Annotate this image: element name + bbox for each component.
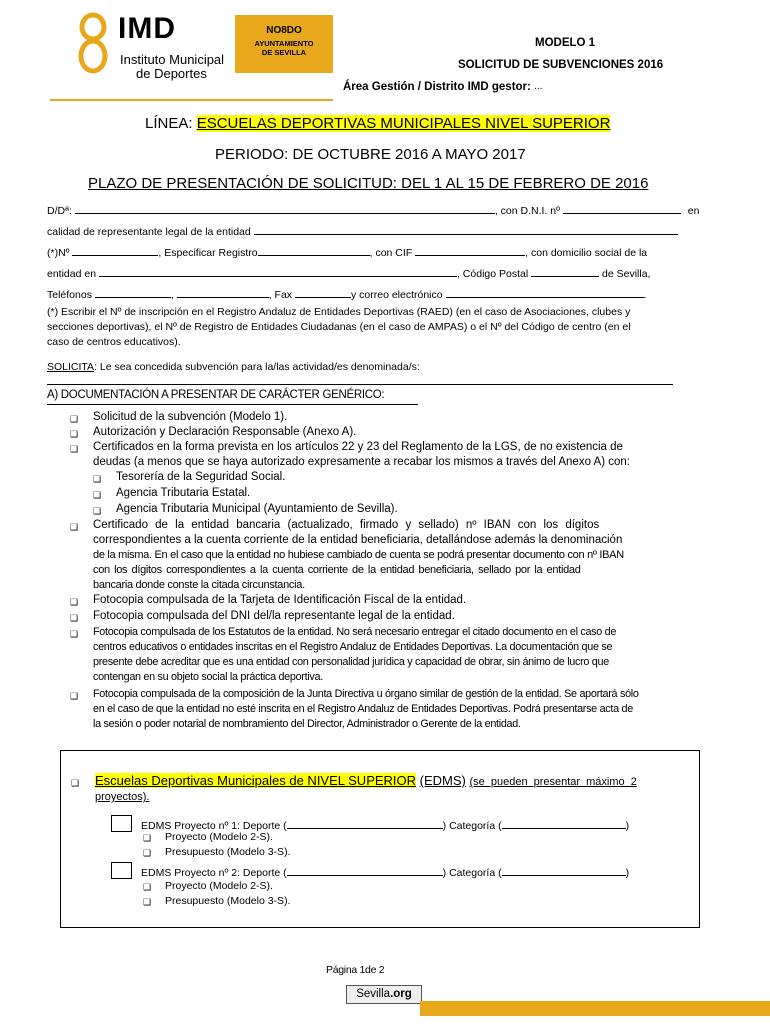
project-1-categoria-label: ) Categoría (	[442, 820, 502, 832]
telefono-1-field[interactable]	[95, 286, 171, 298]
checkbox-icon[interactable]: ❑	[93, 506, 102, 516]
edms-title-highlight: Escuelas Deportivas Municipales de NIVEL SUPERIOR	[95, 773, 417, 788]
plazo-title: PLAZO DE PRESENTACIÓN DE SOLICITUD: DEL 1 AL 15 DE FEBRERO DE 2016	[88, 175, 649, 192]
imd-subtitle-1: Instituto Municipal	[120, 52, 225, 67]
en-label: en	[687, 205, 700, 217]
cif-field[interactable]	[415, 244, 525, 256]
project-2-close: )	[625, 867, 630, 879]
edms-box	[60, 750, 700, 928]
imd-eight-icon	[78, 12, 108, 74]
checkbox-icon[interactable]: ❑	[70, 691, 79, 701]
entidad-en-label: entidad en	[47, 268, 97, 280]
area-value[interactable]: ...	[534, 81, 543, 92]
doc-item-7-line-1: Fotocopia compulsada de los Estatutos de la entidad. No será necesario entregar el citado documento en el caso de	[93, 626, 617, 638]
calidad-label: calidad de representante legal de la entidad	[47, 226, 251, 238]
fax-label: , Fax	[268, 289, 293, 301]
checkbox-icon[interactable]: ❑	[70, 597, 79, 607]
imd-logo-text: IMD	[118, 12, 176, 45]
imd-subtitle-2: de Deportes	[136, 66, 207, 81]
checkbox-icon[interactable]: ❑	[143, 897, 152, 907]
doc-item-8-line-3: la sesión o poder notarial de nombramiento del Director, Administrador o Gerente de la entidad.	[93, 718, 521, 730]
domicilio-label: , con domicilio social de la	[525, 247, 648, 259]
doc-item-4-line-4: con los dígitos correspondientes a la cuenta corriente de la entidad beneficiaria, sellado por la entidad	[93, 564, 581, 576]
dd-label: D/Dª:	[47, 205, 72, 217]
imd-logo	[70, 10, 240, 85]
doc-item-4-line-5: bancaria donde conste la citada circunstancia.	[93, 579, 305, 591]
doc-item-7-line-4: contengan en su objeto social la práctica deportiva.	[93, 671, 323, 683]
doc-item-4-line-2: correspondientes a la cuenta corriente de la entidad beneficiaria, detallándose además la denominación	[93, 534, 623, 546]
checkbox-icon[interactable]: ❑	[70, 444, 79, 454]
checkbox-icon[interactable]: ❑	[70, 522, 79, 532]
calidad-field[interactable]	[254, 223, 678, 235]
doc-item-6: Fotocopia compulsada del DNI del/la representante legal de la entidad.	[93, 610, 455, 622]
page-number: Página 1de 2	[326, 964, 385, 976]
doc-item-2: Autorización y Declaración Responsable (Anexo A).	[93, 426, 357, 438]
header-rule	[50, 99, 333, 101]
sevilla-label: de Sevilla,	[602, 268, 651, 280]
dot: .	[643, 289, 647, 301]
checkbox-icon[interactable]: ❑	[143, 882, 152, 892]
doc-item-8-line-1: Fotocopia compulsada de la composición de la Junta Directiva u órgano similar de gestión de la entidad. Se aportará sólo	[93, 688, 639, 700]
area-label: Área Gestión / Distrito IMD gestor:	[343, 81, 531, 93]
edms-title-note-2: proyectos).	[95, 791, 150, 803]
project-2-presupuesto: Presupuesto (Modelo 3-S).	[165, 895, 291, 907]
doc-item-5: Fotocopia compulsada de la Tarjeta de Identificación Fiscal de la entidad.	[93, 594, 467, 606]
modelo-label: MODELO 1	[535, 37, 596, 49]
doc-subitem-2: Agencia Tributaria Estatal.	[116, 487, 251, 499]
project-1-proyecto: Proyecto (Modelo 2-S).	[165, 831, 273, 843]
cp-field[interactable]	[531, 265, 599, 277]
project-2-proyecto: Proyecto (Modelo 2-S).	[165, 880, 273, 892]
checkbox-icon[interactable]: ❑	[70, 613, 79, 623]
checkbox-icon[interactable]: ❑	[93, 490, 102, 500]
section-a-rule	[47, 404, 418, 405]
telefonos-label: Teléfonos	[47, 289, 92, 301]
project-1-close: )	[625, 820, 630, 832]
edms-title-abbr: (EDMS)	[419, 773, 466, 788]
registro-field[interactable]	[258, 244, 370, 256]
cp-label: , Código Postal	[456, 268, 529, 280]
linea-title	[145, 115, 610, 132]
checkbox-icon[interactable]: ❑	[70, 629, 79, 639]
comma: ,	[170, 289, 174, 301]
dni-field[interactable]	[563, 202, 681, 214]
edms-title	[95, 773, 637, 788]
email-field[interactable]	[446, 286, 644, 298]
doc-item-1: Solicitud de la subvención (Modelo 1).	[93, 411, 288, 423]
doc-item-7-line-2: centros educativos o entidades inscritas en el Registro Andaluz de Entidades Deportivas. La documentación que se	[93, 641, 613, 653]
solicita	[47, 361, 420, 373]
checkbox-icon[interactable]: ❑	[143, 833, 152, 843]
name-field[interactable]	[75, 202, 495, 214]
section-a-title: A) DOCUMENTACIÓN A PRESENTAR DE CARÁCTER GENÉRICO:	[47, 389, 385, 401]
ayuntamiento-logo	[235, 15, 333, 73]
project-2-categoria-field[interactable]	[502, 864, 626, 876]
project-1-row	[141, 817, 629, 832]
form-fields	[47, 202, 727, 302]
linea-label: LÍNEA:	[145, 115, 193, 132]
ayto-line-3: DE SEVILLA	[261, 48, 307, 57]
footer-bar	[420, 1001, 770, 1016]
doc-subitem-3: Agencia Tributaria Municipal (Ayuntamiento de Sevilla).	[116, 503, 398, 515]
sevilla-org-suffix: .org	[390, 988, 412, 1000]
checkbox-icon[interactable]: ❑	[70, 429, 79, 439]
solicita-text: : Le sea concedida subvención para la/las actividad/es denominada/s:	[94, 361, 420, 373]
note-line-1: (*) Escribir el Nº de inscripción en el Registro Andaluz de Entidades Deportivas (RAED) (en el caso de Asociaciones, clubes y	[47, 306, 631, 318]
solicitud-label: SOLICITUD DE SUBVENCIONES 2016	[458, 59, 664, 71]
note-line-2: secciones deportivas), el Nº de Registro de Entidades Ciudadanas (en el caso de AMPAS) o el Nº del Código de centro (en el	[47, 321, 631, 333]
checkbox-icon[interactable]: ❑	[93, 474, 102, 484]
doc-item-7-line-3: presente debe acreditar que es una entidad con personalidad jurídica y capacidad de obrar, sin ánimo de lucro que	[93, 656, 609, 668]
edms-title-note: (se pueden presentar máximo 2	[469, 776, 637, 788]
doc-item-4-line-3: de la misma. En el caso que la entidad no hubiese cambiado de cuenta se podrá presentar documento con nº IBAN	[93, 549, 624, 561]
registro-note	[47, 305, 631, 350]
project-2-categoria-label: ) Categoría (	[442, 867, 502, 879]
doc-subitem-1: Tesorería de la Seguridad Social.	[116, 471, 286, 483]
num-field[interactable]	[72, 244, 158, 256]
project-1-deporte-field[interactable]	[287, 817, 443, 829]
ayto-line-2: AYUNTAMIENTO	[254, 39, 314, 48]
especificar-label: , Especificar Registro	[158, 247, 258, 259]
sevilla-org-text: Sevilla	[356, 988, 391, 1000]
solicita-label: SOLICITA	[47, 361, 95, 373]
project-1-categoria-field[interactable]	[502, 817, 626, 829]
project-2-label: EDMS Proyecto nº 2: Deporte (	[141, 867, 287, 879]
domicilio-field[interactable]	[99, 265, 457, 277]
project-2-checkbox[interactable]	[111, 862, 132, 879]
periodo-title: PERIODO: DE OCTUBRE 2016 A MAYO 2017	[215, 146, 526, 163]
note-line-3: caso de centros educativos).	[47, 336, 181, 348]
sevilla-org-logo	[346, 985, 422, 1004]
doc-item-8-line-2: en el caso de que la entidad no esté inscrita en el Registro Andaluz de Entidades Deportivas. Podrá presentarse acta de	[93, 703, 633, 715]
project-1-presupuesto: Presupuesto (Modelo 3-S).	[165, 846, 291, 858]
linea-value: ESCUELAS DEPORTIVAS MUNICIPALES NIVEL SUPERIOR	[196, 115, 611, 132]
correo-label: y correo electrónico	[350, 289, 443, 301]
area-gestion	[343, 81, 542, 93]
cif-label: , con CIF	[369, 247, 413, 259]
ayto-nodo: NO8DO	[266, 25, 302, 36]
checkbox-icon[interactable]: ❑	[143, 848, 152, 858]
project-1-checkbox[interactable]	[111, 815, 132, 832]
project-2-deporte-field[interactable]	[287, 864, 443, 876]
checkbox-icon[interactable]: ❑	[70, 414, 79, 424]
project-2-row	[141, 864, 629, 879]
solicita-rule[interactable]	[47, 384, 673, 385]
fax-field[interactable]	[295, 286, 351, 298]
doc-item-4-line-1: Certificado de la entidad bancaria (actualizado, firmado y sellado) nº IBAN con los dígitos	[93, 519, 600, 531]
checkbox-icon[interactable]: ❑	[71, 778, 80, 788]
doc-item-3-line-1: Certificados en la forma prevista en los artículos 22 y 23 del Reglamento de la LGS, de no existencia de	[93, 441, 623, 453]
telefono-2-field[interactable]	[177, 286, 269, 298]
project-1-label: EDMS Proyecto nº 1: Deporte (	[141, 820, 287, 832]
dni-label: , con D.N.I. nº	[494, 205, 560, 217]
doc-item-3-line-2: deudas (a menos que se haya autorizado expresamente a recabar los mismos a través del Anexo A) con:	[93, 456, 630, 468]
num-label: (*)Nº	[47, 247, 70, 259]
